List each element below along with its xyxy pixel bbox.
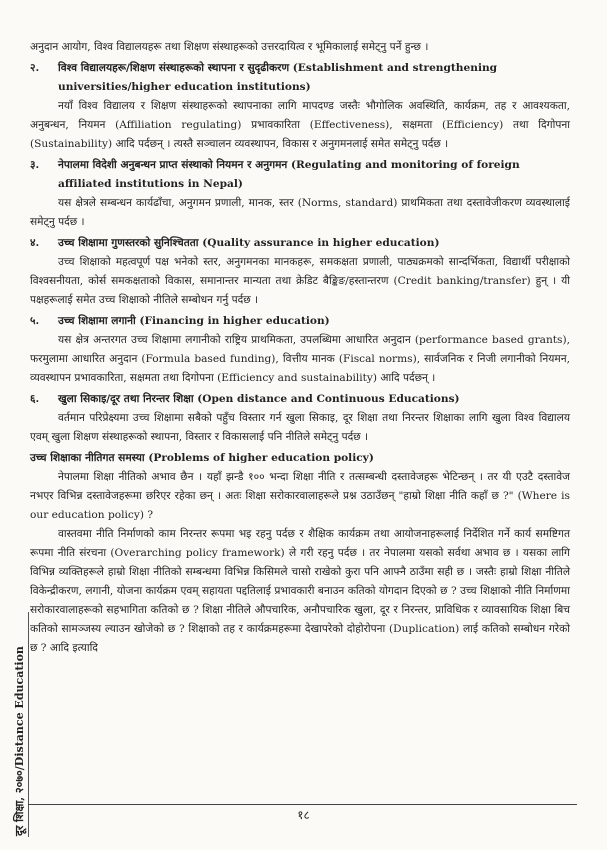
heading-7-text: उच्च शिक्षाका नीतिगत समस्या (Problems of higher education policy)	[30, 452, 374, 464]
paragraph-4: उच्च शिक्षाको महत्वपूर्ण पक्ष भनेको स्तर, अनुगमनका मानकहरू, समकक्षता प्रणाली, पाठ्यक्रमको सान्दर्भिकता, विद्यार्थी परीक्षाको विश्वसनीयता, कोर्स समकक्षताको विकास, समानान्तर मान्यता तथा क्रेडिट बैङ्किङ/हस्तान्तरण (Credit banking/transfer) हुन् । यी पक्षहरूलाई समेत उच्च शिक्षाको नीतिले सम्बोधन गर्नु पर्दछ ।	[30, 256, 570, 306]
heading-5	[30, 312, 570, 331]
page-content	[30, 38, 570, 658]
heading-3-number: ३.	[30, 159, 40, 171]
heading-4-text: उच्च शिक्षामा गुणस्तरको सुनिश्चितता (Quality assurance in higher education)	[58, 237, 440, 249]
heading-3	[30, 156, 570, 194]
heading-2-text: विश्व विद्यालयहरू/शिक्षण संस्थाहरूको स्थापना र सुदृढीकरण (Establishment and strengthening universities/higher education institutions)	[58, 62, 498, 93]
sidebar-label: दूर शिक्षा, २०७०/Distance Education	[13, 646, 26, 836]
paragraph-7: नेपालमा शिक्षा नीतिको अभाव छैन । यहाँ झन्डै १०० भन्दा शिक्षा नीति र तत्सम्बन्धी दस्तावेजहरू भेटिन्छन् । तर यी एउटै दस्तावेज नभएर विभिन्न दस्तावेजहरूमा छरिएर रहेका छन् । अतः शिक्षा सरोकारवालाहरूले प्रश्न उठाउँछन् "हाम्रो शिक्षा नीति कहाँ छ ?" (Where is our education policy) ?	[30, 471, 570, 521]
paragraph-intro: अनुदान आयोग, विश्व विद्यालयहरू तथा शिक्षण संस्थाहरूको उत्तरदायित्व र भूमिकालाई समेट्नु पर्ने हुन्छ ।	[30, 41, 429, 53]
footer-rule	[28, 804, 577, 805]
paragraph-3: यस क्षेत्रले सम्बन्धन कार्यढाँचा, अनुगमन प्रणाली, मानक, स्तर (Norms, standard) प्राथमिकता तथा दस्तावेजीकरण व्यवस्थालाई समेट्नु पर्दछ ।	[30, 197, 570, 228]
heading-7	[30, 449, 570, 468]
heading-2	[30, 59, 570, 97]
paragraph-8: वास्तवमा नीति निर्माणको काम निरन्तर रूपमा भइ रहनु पर्दछ र शैक्षिक कार्यक्रम तथा आयोजनाहरूलाई निर्देशित गर्ने कार्य समष्टिगत रूपमा नीति संरचना (Overarching policy framework) ले गरी रहनु पर्दछ । तर नेपालमा यसको सर्वथा अभाव छ । यसका लागि विभिन्न व्यक्तिहरूले हाम्रो शिक्षा नीतिको सम्बन्धमा विभिन्न किसिमले चासो राखेको कुरा पनि आफ्नै ठाउँमा सही छ । जस्तैः हाम्रो शिक्षा नीतिले विकेन्द्रीकरण, लगानी, योजना कार्यक्रम एवम् सहायता पद्दतिलाई प्रभावकारी बनाउन कतिको योगदान दिएको छ ? उच्च शिक्षाको नीति निर्माणमा सरोकारवालाहरूको सहभागिता कतिको छ ? शिक्षा नीतिले औपचारिक, अनौपचारिक खुला, दूर र निरन्तर, प्राविधिक र व्यावसायिक शिक्षा बिच कतिको सामञ्जस्य ल्याउन खोजेको छ ? शिक्षाको तह र कार्यक्रमहरूमा देखापरेको दोहोरोपना (Duplication) लाई कतिको सम्बोधन गरेको छ ? आदि इत्यादि	[30, 528, 570, 654]
heading-4-number: ४.	[30, 237, 40, 249]
heading-4	[30, 234, 570, 253]
heading-6	[30, 390, 570, 409]
heading-6-number: ६.	[30, 393, 40, 405]
heading-6-text: खुला सिकाइ/दूर तथा निरन्तर शिक्षा (Open distance and Continuous Educations)	[58, 393, 460, 405]
heading-5-number: ५.	[30, 315, 40, 327]
paragraph-6: वर्तमान परिप्रेक्ष्यमा उच्च शिक्षामा सबैको पहुँच विस्तार गर्न खुला सिकाइ, दूर शिक्षा तथा निरन्तर शिक्षाका लागि खुला विश्व विद्यालय एवम् खुला शिक्षण संस्थाहरूको स्थापना, विस्तार र विकासलाई पनि नीतिले समेट्नु पर्दछ ।	[30, 412, 570, 443]
page-number: १८	[297, 808, 310, 822]
heading-2-number: २.	[30, 62, 40, 74]
heading-3-text: नेपालमा विदेशी अनुबन्धन प्राप्त संस्थाको नियमन र अनुगमन (Regulating and monitoring of foreign affiliated institutions in Nepal)	[58, 159, 520, 190]
paragraph-5: यस क्षेत्र अन्तरगत उच्च शिक्षामा लगानीको राष्ट्रिय प्राथमिकता, उपलब्धिमा आधारित अनुदान (performance based grants), फरमुलामा आधारित अनुदान (Formula based funding), वित्तीय मानक (Fiscal norms), सार्वजनिक र निजी लगानीको नियमन, व्यवस्थापन प्रभावकारिता, सक्षमता तथा दिगोपना (Efficiency and sustainability) आदि पर्दछन् ।	[30, 334, 570, 384]
paragraph-2: नयाँ विश्व विद्यालय र शिक्षण संस्थाहरूको स्थापनाका लागि मापदण्ड जस्तैः भौगोलिक अवस्थिति, कार्यक्रम, तह र आवश्यकता, अनुबन्धन, नियमन (Affiliation regulating) प्रभावकारिता (Effectiveness), सक्षमता (Efficiency) तथा दिगोपना (Sustainability) आदि पर्दछन् । त्यस्तै सञ्चालन व्यवस्थापन, विकास र अनुगमनलाई समेत समेट्नु पर्दछ ।	[30, 100, 570, 150]
heading-5-text: उच्च शिक्षामा लगानी (Financing in higher education)	[58, 315, 330, 327]
